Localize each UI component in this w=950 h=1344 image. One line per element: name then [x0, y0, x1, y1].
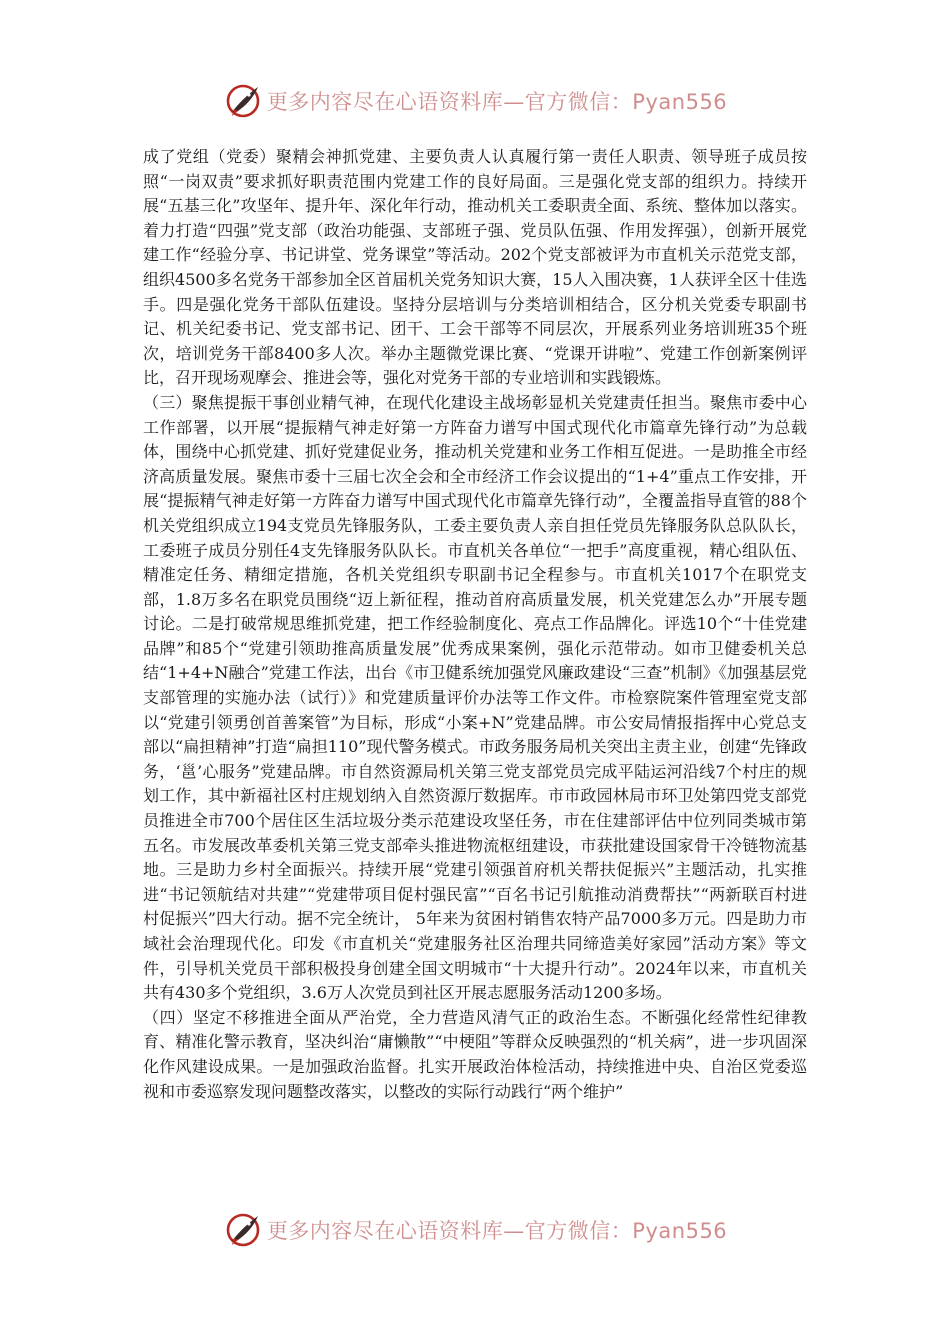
- document-body: [143, 145, 807, 1104]
- header-banner: [0, 78, 950, 124]
- footer-banner: [0, 1207, 950, 1253]
- paragraph-party-org-building: 成了党组（党委）聚精会神抓党建、主要负责人认真履行第一责任人职责、领导班子成员按照“一岗双责”要求抓好职责范围内党建工作的良好局面。三是强化党支部的组织力。持续开展“五基三化”攻坚年、提升年、深化年行动，推动机关工委职责全面、系统、整体加以落实。着力打造“四强”党支部（政治功能强、支部班子强、党员队伍强、作用发挥强），创新开展党建工作“经验分享、书记讲堂、党务课堂”等活动。202个党支部被评为市直机关示范党支部，组织4500多名党务干部参加全区首届机关党务知识大赛，15人入围决赛，1人获评全区十佳选手。四是强化党务干部队伍建设。坚持分层培训与分类培训相结合，区分机关党委专职副书记、机关纪委书记、党支部书记、团干、工会干部等不同层次，开展系列业务培训班35个班次，培训党务干部8400多人次。举办主题微党课比赛、“党课开讲啦”、党建工作创新案例评比，召开现场观摩会、推进会等，强化对党务干部的专业培训和实践锻炼。: [143, 147, 807, 388]
- footer-banner-text: 更多内容尽在心语资料库—官方微信：Pyan556: [266, 1219, 728, 1243]
- paragraph-section-three: （三）聚焦提振干事创业精气神，在现代化建设主战场彰显机关党建责任担当。聚焦市委中心工作部署，以开展“提振精气神走好第一方阵奋力谱写中国式现代化市篇章先锋行动”为总载体，围绕中心抓党建、抓好党建促业务，推动机关党建和业务工作相互促进。一是助推全市经济高质量发展。聚焦市委十三届七次全会和全市经济工作会议提出的“1+4”重点工作安排，开展“提振精气神走好第一方阵奋力谱写中国式现代化市篇章先锋行动”，全覆盖指导直管的88个机关党组织成立194支党员先锋服务队，工委主要负责人亲自担任党员先锋服务队总队队长，工委班子成员分别任4支先锋服务队队长。市直机关各单位“一把手”高度重视，精心组队伍、精准定任务、精细定措施，各机关党组织专职副书记全程参与。市直机关1017个在职党支部，1.8万多名在职党员围绕“迈上新征程，推动首府高质量发展，机关党建怎么办”开展专题讨论。二是打破常规思维抓党建，把工作经验制度化、亮点工作品牌化。评选10个“十佳党建品牌”和85个“党建引领助推高质量发展”优秀成果案例，强化示范带动。如市卫健委机关总结“1+4+N融合”党建工作法，出台《市卫健系统加强党风廉政建设“三查”机制》《加强基层党支部管理的实施办法（试行）》和党建质量评价办法等工作文件。市检察院案件管理室党支部以“党建引领勇创首善案管”为目标，形成“小案+N”党建品牌。市公安局情报指挥中心党总支部以“扁担精神”打造“扁担110”现代警务模式。市政务服务局机关突出主责主业，创建“先锋政务，‘邕’心服务”党建品牌。市自然资源局机关第三党支部党员完成平陆运河沿线7个村庄的规划工作，其中新福社区村庄规划纳入自然资源厅数据库。市市政园林局市环卫处第四党支部党员推进全市700个居住区生活垃圾分类示范建设攻坚任务，市在住建部评估中位列同类城市第五名。市发展改革委机关第三党支部牵头推进物流枢纽建设，市获批建设国家骨干冷链物流基地。三是助力乡村全面振兴。持续开展“党建引领强首府机关帮扶促振兴”主题活动，扎实推进“书记领航结对共建”“党建带项目促村强民富”“百名书记引航推动消费帮扶”“两新联百村进村促振兴”四大行动。据不完全统计， 5年来为贫困村销售农特产品7000多万元。四是助力市域社会治理现代化。印发《市直机关“党建服务社区治理共同缔造美好家园”活动方案》等文件，引导机关党员干部积极投身创建全国文明城市“十大提升行动”。2024年以来，市直机关共有430多个党组织，3.6万人次党员到社区开展志愿服务活动1200多场。: [143, 392, 807, 1003]
- pen-nib-logo-icon: [223, 1210, 263, 1250]
- paragraph-section-four: （四）坚定不移推进全面从严治党，全力营造风清气正的政治生态。不断强化经常性纪律教育、精准化警示教育，坚决纠治“庸懒散”“中梗阻”等群众反映强烈的“机关病”，进一步巩固深化作风建设成果。一是加强政治监督。扎实开展政治体检活动，持续推进中央、自治区党委巡视和市委巡察发现问题整改落实，以整改的实际行动践行“两个维护”: [143, 1007, 807, 1101]
- header-banner-text: 更多内容尽在心语资料库—官方微信：Pyan556: [266, 90, 728, 114]
- pen-nib-logo-icon: [223, 81, 263, 121]
